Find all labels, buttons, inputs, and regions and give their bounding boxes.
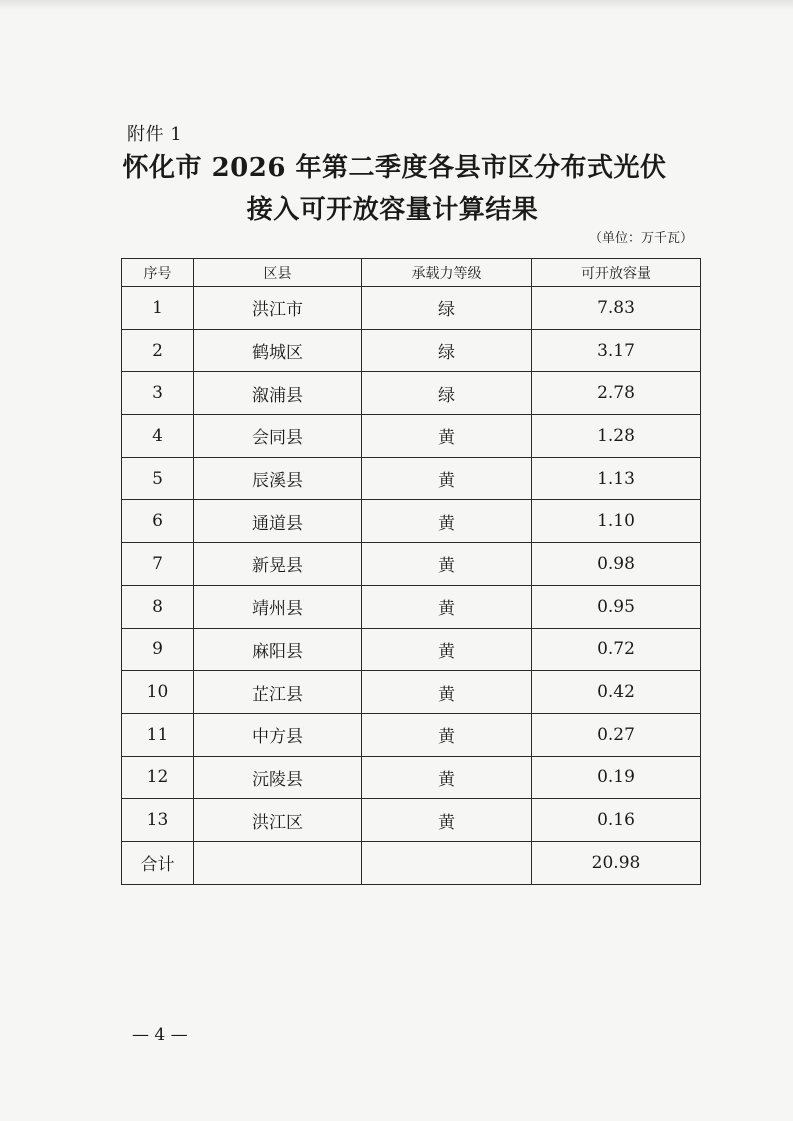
table-row (122, 671, 701, 714)
row-index: 3 (122, 372, 194, 415)
row-district: 沅陵县 (194, 756, 362, 799)
header-index: 序号 (122, 259, 194, 287)
row-level: 黄 (362, 585, 532, 628)
row-district: 辰溪县 (194, 457, 362, 500)
row-index: 2 (122, 329, 194, 372)
page-number: — 4 — (132, 1025, 188, 1045)
header-capacity: 可开放容量 (532, 259, 701, 287)
row-district: 洪江区 (194, 799, 362, 842)
row-district: 靖州县 (194, 585, 362, 628)
table-row (122, 500, 701, 543)
table-row (122, 799, 701, 842)
row-index: 5 (122, 457, 194, 500)
row-capacity: 1.10 (532, 500, 701, 543)
row-level: 黄 (362, 457, 532, 500)
row-capacity: 7.83 (532, 287, 701, 330)
table-row (122, 372, 701, 415)
attachment-label: 附件 1 (127, 124, 183, 145)
table-row (122, 543, 701, 586)
row-district: 鹤城区 (194, 329, 362, 372)
total-district (194, 841, 362, 884)
row-capacity: 0.16 (532, 799, 701, 842)
row-capacity: 1.28 (532, 415, 701, 458)
total-label: 合计 (122, 841, 194, 884)
row-index: 11 (122, 713, 194, 756)
row-capacity: 0.19 (532, 756, 701, 799)
row-index: 4 (122, 415, 194, 458)
row-index: 12 (122, 756, 194, 799)
row-district: 新晃县 (194, 543, 362, 586)
row-level: 黄 (362, 756, 532, 799)
row-district: 芷江县 (194, 671, 362, 714)
table-row (122, 457, 701, 500)
header-level: 承载力等级 (362, 259, 532, 287)
row-capacity: 3.17 (532, 329, 701, 372)
total-capacity: 20.98 (532, 841, 701, 884)
row-district: 溆浦县 (194, 372, 362, 415)
row-level: 黄 (362, 628, 532, 671)
row-index: 13 (122, 799, 194, 842)
table-row (122, 756, 701, 799)
row-capacity: 0.95 (532, 585, 701, 628)
document-title-line-2: 接入可开放容量计算结果 (246, 195, 539, 225)
row-index: 7 (122, 543, 194, 586)
row-level: 黄 (362, 799, 532, 842)
row-level: 黄 (362, 543, 532, 586)
capacity-table (121, 258, 701, 885)
table-row (122, 329, 701, 372)
table-row (122, 415, 701, 458)
row-district: 洪江市 (194, 287, 362, 330)
row-capacity: 0.42 (532, 671, 701, 714)
row-level: 绿 (362, 372, 532, 415)
row-level: 黄 (362, 500, 532, 543)
row-district: 中方县 (194, 713, 362, 756)
row-capacity: 2.78 (532, 372, 701, 415)
total-level (362, 841, 532, 884)
row-index: 6 (122, 500, 194, 543)
row-capacity: 0.72 (532, 628, 701, 671)
row-level: 绿 (362, 287, 532, 330)
header-district: 区县 (194, 259, 362, 287)
row-level: 黄 (362, 415, 532, 458)
table-row (122, 628, 701, 671)
table-row (122, 713, 701, 756)
row-level: 绿 (362, 329, 532, 372)
row-capacity: 1.13 (532, 457, 701, 500)
table-total-row (122, 841, 701, 884)
row-index: 1 (122, 287, 194, 330)
scan-top-edge (0, 0, 793, 10)
table-row (122, 585, 701, 628)
unit-note: （单位：万千瓦） (588, 231, 693, 246)
table-header-row (122, 259, 701, 287)
row-district: 会同县 (194, 415, 362, 458)
row-index: 10 (122, 671, 194, 714)
row-capacity: 0.98 (532, 543, 701, 586)
row-level: 黄 (362, 671, 532, 714)
row-district: 麻阳县 (194, 628, 362, 671)
row-capacity: 0.27 (532, 713, 701, 756)
row-index: 8 (122, 585, 194, 628)
table-row (122, 287, 701, 330)
document-title-line-1: 怀化市 2026 年第二季度各县市区分布式光伏 (122, 153, 667, 183)
row-district: 通道县 (194, 500, 362, 543)
row-level: 黄 (362, 713, 532, 756)
row-index: 9 (122, 628, 194, 671)
